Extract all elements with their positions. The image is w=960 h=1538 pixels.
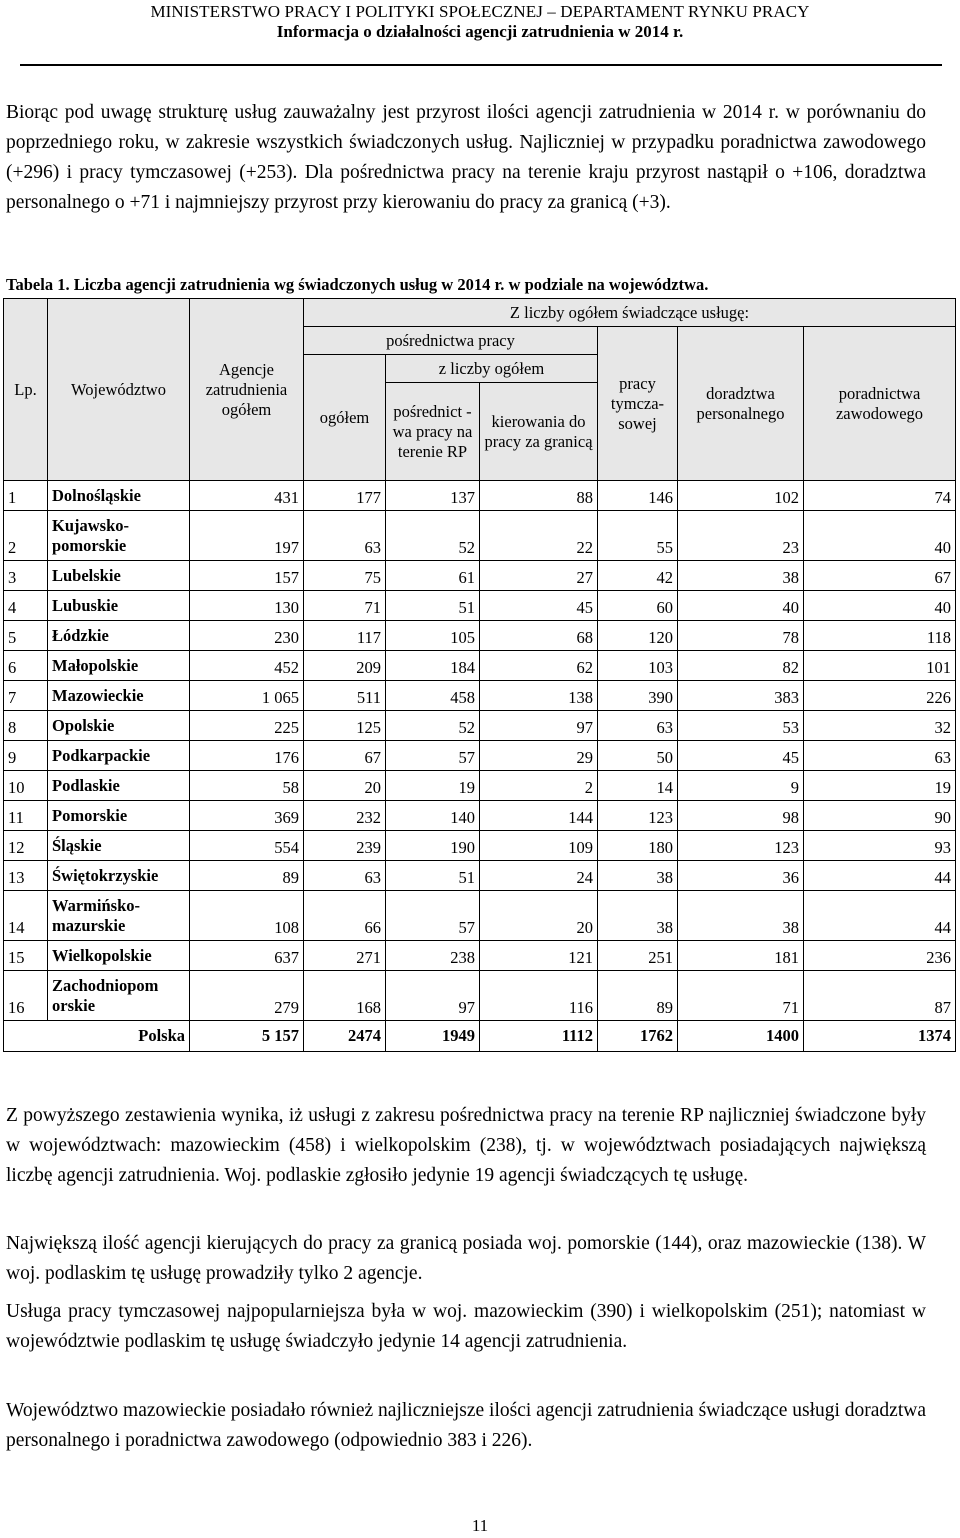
row-number: 11 [4,801,48,831]
value-cell: 230 [190,621,304,651]
region-name-line: Warmińsko- [52,896,141,915]
region-name-line: orskie [52,996,96,1015]
value-cell: 52 [386,511,480,561]
row-number: 5 [4,621,48,651]
value-cell: 40 [678,591,804,621]
header-personnel-advisory: doradztwa personalnego [678,327,804,481]
region-name-line: Zachodniopom [52,976,159,995]
value-cell: 51 [386,591,480,621]
value-cell: 40 [804,591,956,621]
value-cell: 168 [304,971,386,1021]
region-name [48,771,190,801]
row-number: 16 [4,971,48,1021]
table-row [4,651,956,681]
value-cell: 144 [480,801,598,831]
table-row [4,681,956,711]
total-label: Polska [4,1021,190,1052]
value-cell: 236 [804,941,956,971]
value-cell: 138 [480,681,598,711]
value-cell: 511 [304,681,386,711]
paragraph-2: Największą ilość agencji kierujących do pracy za granicą posiada woj. pomorskie (144), oraz mazowieckie (138). W woj. podlaskim tę usługę prowadziły tylko 2 agencje. [6,1233,926,1284]
value-cell: 22 [480,511,598,561]
value-cell: 108 [190,891,304,941]
value-cell: 60 [598,591,678,621]
value-cell: 20 [304,771,386,801]
region-name [48,831,190,861]
region-name-line: mazurskie [52,916,126,935]
header-region: Województwo [48,299,190,481]
value-cell: 61 [386,561,480,591]
value-cell: 52 [386,711,480,741]
region-name [48,741,190,771]
value-cell: 51 [386,861,480,891]
value-cell: 123 [678,831,804,861]
row-number: 10 [4,771,48,801]
value-cell: 63 [304,511,386,561]
region-name-line: Opolskie [52,716,115,735]
value-cell: 458 [386,681,480,711]
row-number: 7 [4,681,48,711]
value-cell: 62 [480,651,598,681]
value-cell: 637 [190,941,304,971]
value-cell: 67 [304,741,386,771]
value-cell: 125 [304,711,386,741]
value-cell: 238 [386,941,480,971]
table-row [4,561,956,591]
region-name [48,651,190,681]
value-cell: 44 [804,891,956,941]
value-cell: 89 [598,971,678,1021]
value-cell: 27 [480,561,598,591]
region-name-line: Lubelskie [52,566,121,585]
value-cell: 209 [304,651,386,681]
total-cell: 1762 [598,1021,678,1052]
region-name-line: Kujawsko- [52,516,130,535]
value-cell: 271 [304,941,386,971]
region-name [48,801,190,831]
region-name [48,481,190,511]
region-name [48,681,190,711]
value-cell: 58 [190,771,304,801]
value-cell: 63 [804,741,956,771]
region-name-line: Świętokrzyskie [52,866,159,885]
value-cell: 184 [386,651,480,681]
total-cell: 2474 [304,1021,386,1052]
value-cell: 42 [598,561,678,591]
header-divider [20,64,942,66]
value-cell: 63 [304,861,386,891]
value-cell: 29 [480,741,598,771]
value-cell: 38 [678,891,804,941]
value-cell: 103 [598,651,678,681]
header-placement-abroad: kierowania do pracy za granicą [480,383,598,481]
value-cell: 45 [480,591,598,621]
region-name [48,591,190,621]
table-row [4,831,956,861]
value-cell: 197 [190,511,304,561]
paragraph-1: Z powyższego zestawienia wynika, iż usługi z zakresu pośrednictwa pracy na terenie RP najliczniej świadczone były w województwach: mazowieckim (458) i wielkopolskim (238), tj. w województwach posiadających największą liczbę agencji zatrudnienia. Woj. podlaskie zgłosiło jedynie 19 agencji świadczących tę usługę. [6,1105,926,1186]
value-cell: 75 [304,561,386,591]
value-cell: 137 [386,481,480,511]
value-cell: 55 [598,511,678,561]
region-name [48,941,190,971]
value-cell: 89 [190,861,304,891]
region-name-line: Podkarpackie [52,746,151,765]
region-name-line: Lubuskie [52,596,119,615]
value-cell: 57 [386,741,480,771]
value-cell: 24 [480,861,598,891]
total-cell: 5 157 [190,1021,304,1052]
value-cell: 44 [804,861,956,891]
total-cell: 1112 [480,1021,598,1052]
region-name [48,561,190,591]
region-name-line: Małopolskie [52,656,139,675]
value-cell: 78 [678,621,804,651]
header-temporary: pracy tymcza- sowej [598,327,678,481]
value-cell: 88 [480,481,598,511]
value-cell: 554 [190,831,304,861]
row-number: 1 [4,481,48,511]
region-name-line: Śląskie [52,836,102,855]
value-cell: 82 [678,651,804,681]
value-cell: 90 [804,801,956,831]
value-cell: 383 [678,681,804,711]
value-cell: 279 [190,971,304,1021]
value-cell: 32 [804,711,956,741]
region-name-line: Łódzkie [52,626,109,645]
value-cell: 232 [304,801,386,831]
header-lp: Lp. [4,299,48,481]
value-cell: 130 [190,591,304,621]
value-cell: 74 [804,481,956,511]
region-name-line: Pomorskie [52,806,128,825]
value-cell: 53 [678,711,804,741]
value-cell: 239 [304,831,386,861]
region-name-line: Mazowieckie [52,686,144,705]
value-cell: 97 [480,711,598,741]
value-cell: 121 [480,941,598,971]
table-caption: Tabela 1. Liczba agencji zatrudnienia wg świadczonych usług w 2014 r. w podziale na województwa. [6,275,709,294]
row-number: 9 [4,741,48,771]
value-cell: 68 [480,621,598,651]
page-header [0,0,960,42]
total-row [4,1021,956,1052]
agencies-table [3,298,956,1052]
table-row [4,481,956,511]
region-name [48,971,190,1021]
value-cell: 118 [804,621,956,651]
total-cell: 1374 [804,1021,956,1052]
value-cell: 117 [304,621,386,651]
value-cell: 97 [386,971,480,1021]
value-cell: 19 [804,771,956,801]
value-cell: 190 [386,831,480,861]
row-number: 14 [4,891,48,941]
header-of-which: Z liczby ogółem świadczące usługę: [304,299,956,327]
region-name-line: Podlaskie [52,776,120,795]
value-cell: 57 [386,891,480,941]
value-cell: 177 [304,481,386,511]
row-number: 2 [4,511,48,561]
value-cell: 146 [598,481,678,511]
header-placement-total: ogółem [304,355,386,481]
table-row [4,621,956,651]
value-cell: 431 [190,481,304,511]
value-cell: 226 [804,681,956,711]
value-cell: 87 [804,971,956,1021]
value-cell: 102 [678,481,804,511]
row-number: 8 [4,711,48,741]
row-number: 12 [4,831,48,861]
value-cell: 176 [190,741,304,771]
value-cell: 36 [678,861,804,891]
value-cell: 251 [598,941,678,971]
value-cell: 63 [598,711,678,741]
value-cell: 67 [804,561,956,591]
value-cell: 157 [190,561,304,591]
table-row [4,971,956,1021]
value-cell: 116 [480,971,598,1021]
value-cell: 38 [598,861,678,891]
value-cell: 93 [804,831,956,861]
value-cell: 181 [678,941,804,971]
paragraph-3: Usługa pracy tymczasowej najpopularniejsza była w woj. mazowieckim (390) i wielkopolskim (251); natomiast w województwie podlaskim tę usługę świadczyło jedynie 14 agencji zatrudnienia. [6,1301,926,1352]
value-cell: 20 [480,891,598,941]
ministry-title: MINISTERSTWO PRACY I POLITYKI SPOŁECZNEJ – DEPARTAMENT RYNKU PRACY [150,2,810,21]
value-cell: 180 [598,831,678,861]
value-cell: 105 [386,621,480,651]
row-number: 6 [4,651,48,681]
paragraph-4: Województwo mazowieckie posiadało również najliczniejsze ilości agencji zatrudnienia świadczące usługi doradztwa personalnego i poradnictwa zawodowego (odpowiednio 383 i 226). [6,1400,926,1451]
report-subtitle: Informacja o działalności agencji zatrudnienia w 2014 r. [276,22,684,41]
table-row [4,591,956,621]
value-cell: 123 [598,801,678,831]
header-job-placement: pośrednictwa pracy [304,327,598,355]
table-body [4,481,956,1021]
row-number: 4 [4,591,48,621]
region-name [48,891,190,941]
region-name-line: pomorskie [52,536,127,555]
table-row [4,891,956,941]
row-number: 13 [4,861,48,891]
region-name-line: Dolnośląskie [52,486,141,505]
value-cell: 9 [678,771,804,801]
value-cell: 23 [678,511,804,561]
value-cell: 120 [598,621,678,651]
value-cell: 50 [598,741,678,771]
region-name-line: Wielkopolskie [52,946,152,965]
region-name [48,511,190,561]
total-cell: 1400 [678,1021,804,1052]
header-total-agencies: Agencje zatrudnienia ogółem [190,299,304,481]
header-of-total: z liczby ogółem [386,355,598,383]
header-career-counseling: poradnictwa zawodowego [804,327,956,481]
value-cell: 71 [304,591,386,621]
value-cell: 71 [678,971,804,1021]
table-row [4,861,956,891]
value-cell: 38 [678,561,804,591]
table-row [4,711,956,741]
region-name [48,621,190,651]
value-cell: 225 [190,711,304,741]
row-number: 3 [4,561,48,591]
value-cell: 14 [598,771,678,801]
page-number: 11 [471,1516,489,1535]
value-cell: 66 [304,891,386,941]
value-cell: 45 [678,741,804,771]
table-row [4,511,956,561]
total-cell: 1949 [386,1021,480,1052]
value-cell: 101 [804,651,956,681]
value-cell: 19 [386,771,480,801]
region-name [48,711,190,741]
row-number: 15 [4,941,48,971]
header-placement-domestic: pośrednict -wa pracy na terenie RP [386,383,480,481]
intro-paragraph: Biorąc pod uwagę strukturę usług zauważalny jest przyrost ilości agencji zatrudnienia w 2014 r. w porównaniu do poprzedniego roku, w zakresie wszystkich świadczonych usług. Najliczniej w przypadku poradnictwa zawodowego (+296) i pracy tymczasowej (+253). Dla pośrednictwa pracy na terenie kraju przyrost nastąpił o +106, doradztwa personalnego o +71 i najmniejszy przyrost przy kierowaniu do pracy za granicą (+3). [6,102,926,213]
value-cell: 40 [804,511,956,561]
table-row [4,771,956,801]
value-cell: 140 [386,801,480,831]
value-cell: 369 [190,801,304,831]
table-row [4,801,956,831]
value-cell: 1 065 [190,681,304,711]
value-cell: 98 [678,801,804,831]
table-row [4,741,956,771]
table-row [4,941,956,971]
value-cell: 38 [598,891,678,941]
value-cell: 390 [598,681,678,711]
region-name [48,861,190,891]
value-cell: 109 [480,831,598,861]
value-cell: 2 [480,771,598,801]
value-cell: 452 [190,651,304,681]
